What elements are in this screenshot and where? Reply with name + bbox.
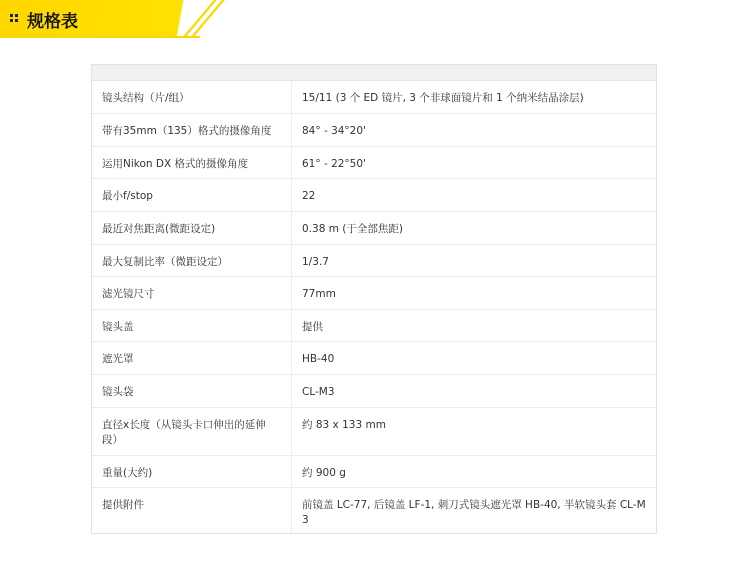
spec-value: 61° - 22°50' — [292, 146, 657, 178]
table-row — [92, 113, 656, 146]
spec-value: 前镜盖 LC-77, 后镜盖 LF-1, 刺刀式镜头遮光罩 HB-40, 半软镜头套 CL-M3 — [292, 487, 657, 533]
spec-value: 84° - 34°20' — [292, 113, 657, 146]
spec-label: 带有35mm（135）格式的摄像角度 — [92, 113, 292, 146]
spec-label: 最小f/stop — [92, 178, 292, 211]
spec-label: 镜头袋 — [92, 374, 292, 407]
header-band — [0, 0, 750, 37]
spec-label: 镜头盖 — [92, 309, 292, 341]
page-header — [0, 0, 750, 40]
spec-label: 滤光镜尺寸 — [92, 276, 292, 309]
spec-value: 1/3.7 — [292, 244, 657, 276]
table-row — [92, 81, 656, 113]
spec-value: CL-M3 — [292, 374, 657, 407]
table-row — [92, 407, 656, 455]
spec-value: 约 900 g — [292, 455, 657, 487]
spec-label: 提供附件 — [92, 487, 292, 533]
header-stripes — [175, 0, 235, 37]
table-row — [92, 244, 656, 276]
spec-label: 遮光罩 — [92, 341, 292, 374]
spec-label: 直径x长度（从镜头卡口伸出的延伸段） — [92, 407, 292, 455]
table-row — [92, 374, 656, 407]
spec-label: 镜头结构（片/组） — [92, 81, 292, 113]
table-row — [92, 146, 656, 178]
spec-table-card — [91, 64, 657, 534]
spec-value: HB-40 — [292, 341, 657, 374]
page-title: 规格表 — [27, 12, 78, 32]
table-row — [92, 178, 656, 211]
table-row — [92, 341, 656, 374]
spec-value: 提供 — [292, 309, 657, 341]
spec-label: 重量(大约) — [92, 455, 292, 487]
table-row — [92, 487, 656, 533]
table-row — [92, 276, 656, 309]
spec-value: 22 — [292, 178, 657, 211]
spec-label: 运用Nikon DX 格式的摄像角度 — [92, 146, 292, 178]
spec-value: 15/11 (3 个 ED 镜片, 3 个非球面镜片和 1 个纳米结晶涂层) — [302, 92, 584, 104]
table-row — [92, 455, 656, 487]
spec-label: 最近对焦距离(微距设定) — [92, 211, 292, 244]
spec-value: 约 83 x 133 mm — [292, 407, 657, 455]
grid-dots-icon — [10, 14, 18, 22]
spec-table-header — [92, 65, 656, 81]
header-rule — [0, 36, 200, 38]
table-row — [92, 211, 656, 244]
spec-value: 0.38 m (于全部焦距) — [292, 211, 657, 244]
table-row — [92, 309, 656, 341]
spec-table — [92, 81, 656, 533]
spec-value: 77mm — [292, 276, 657, 309]
spec-label: 最大复制比率（微距设定） — [92, 244, 292, 276]
